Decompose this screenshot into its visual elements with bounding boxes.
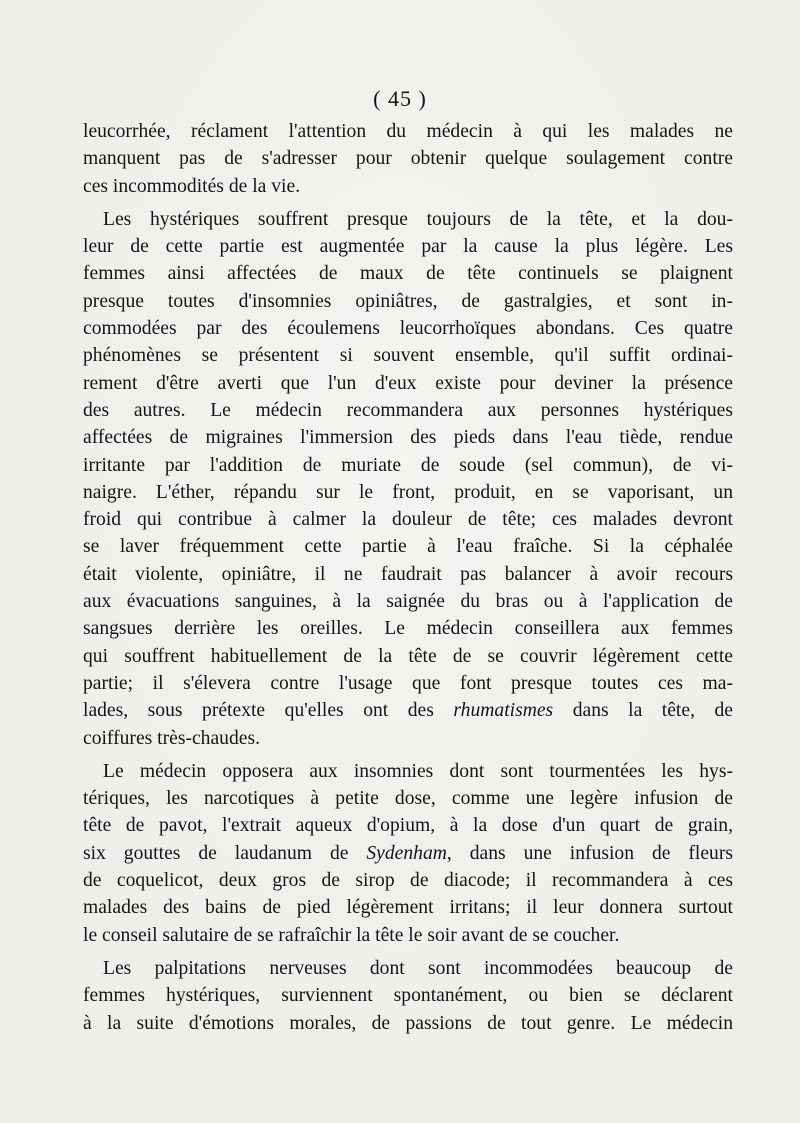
body-text <box>83 118 733 1037</box>
text-line: malades des bains de pied légèrement irritans; il leur donnera surtout <box>83 897 733 919</box>
text-line: froid qui contribue à calmer la douleur de tête; ces malades devront <box>83 509 733 531</box>
text-line: tériques, les narcotiques à petite dose, comme une legère infusion de <box>83 788 733 810</box>
text-line: des autres. Le médecin recommandera aux personnes hystériques <box>83 399 733 421</box>
text-line: ces incommodités de la vie. <box>83 175 301 197</box>
text-line: affectées de migraines l'immersion des pieds dans l'eau tiède, rendue <box>83 427 733 449</box>
text-line: Les hystériques souffrent presque toujours de la tête, et la dou- <box>103 208 733 230</box>
text-line: irritante par l'addition de muriate de soude (sel commun), de vi- <box>83 454 733 476</box>
text-line: se laver fréquemment cette partie à l'eau fraîche. Si la céphalée <box>83 536 733 558</box>
paragraph <box>83 206 733 752</box>
text-line: femmes hystériques, surviennent spontanément, ou bien se déclarent <box>83 985 733 1007</box>
text-line: naigre. L'éther, répandu sur le front, produit, en se vaporisant, un <box>83 481 733 503</box>
text-line: phénomènes se présentent si souvent ensemble, qu'il suffit ordinai- <box>83 345 733 367</box>
text-line: tête de pavot, l'extrait aqueux d'opium, à la dose d'un quart de grain, <box>83 815 733 837</box>
text-line: femmes ainsi affectées de maux de tête continuels se plaignent <box>83 263 733 285</box>
text-line: presque toutes d'insomnies opiniâtres, de gastralgies, et sont in- <box>83 290 733 312</box>
italic-term: Sydenham <box>366 842 447 864</box>
text-line: à la suite d'émotions morales, de passions de tout genre. Le médecin <box>83 1012 733 1034</box>
text-line: partie; il s'élevera contre l'usage que font presque toutes ces ma- <box>83 672 733 694</box>
text-segment: six gouttes de laudanum de <box>83 842 367 864</box>
text-line: leucorrhée, réclament l'attention du médecin à qui les malades ne <box>83 121 733 142</box>
text-line: coiffures très-chaudes. <box>83 727 260 749</box>
text-line: commodées par des écoulemens leucorrhoïques abondans. Ces quatre <box>83 318 733 340</box>
text-line: le conseil salutaire de se rafraîchir la tête le soir avant de se coucher. <box>83 924 620 946</box>
text-line: rement d'être averti que l'un d'eux existe pour deviner la présence <box>83 372 733 394</box>
text-line: était violente, opiniâtre, il ne faudrait pas balancer à avoir recours <box>83 563 733 585</box>
text-line: aux évacuations sanguines, à la saignée du bras ou à l'application de <box>83 591 733 613</box>
text-line: manquent pas de s'adresser pour obtenir quelque soulagement contre <box>83 148 733 170</box>
text-segment: lades, sous prétexte qu'elles ont des <box>83 700 454 722</box>
text-line: Les palpitations nerveuses dont sont incommodées beaucoup de <box>103 957 733 979</box>
text-line: qui souffrent habituellement de la tête de se couvrir légèrement cette <box>83 645 733 667</box>
text-line <box>83 697 733 724</box>
text-segment: dans la tête, de <box>553 700 733 722</box>
text-line: leur de cette partie est augmentée par la cause la plus légère. Les <box>83 236 733 258</box>
text-line: de coquelicot, deux gros de sirop de diacode; il recommandera à ces <box>83 870 733 892</box>
text-line <box>83 840 733 867</box>
text-line: Le médecin opposera aux insomnies dont sont tourmentées les hys- <box>103 760 733 782</box>
text-line: sangsues derrière les oreilles. Le médecin conseillera aux femmes <box>83 618 733 640</box>
paragraph <box>83 955 733 1037</box>
text-segment: , dans une infusion de fleurs <box>446 842 733 864</box>
paragraph <box>83 118 733 200</box>
italic-term: rhumatismes <box>453 700 554 722</box>
paragraph <box>83 758 733 949</box>
page-number: ( 45 ) <box>373 86 427 111</box>
